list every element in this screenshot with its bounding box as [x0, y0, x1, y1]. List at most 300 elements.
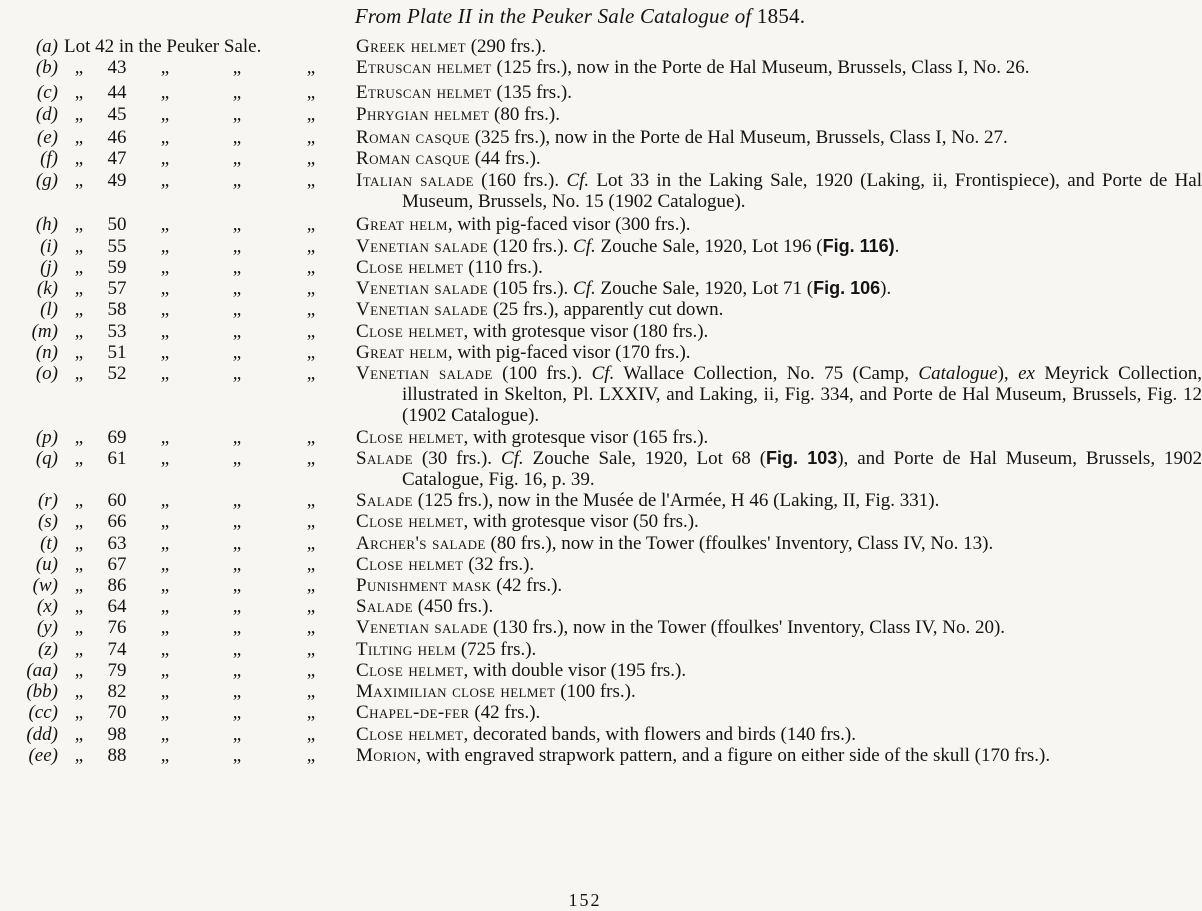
caption-year: 1854.	[756, 4, 806, 28]
entry-text: (42 frs.).	[491, 575, 563, 597]
entry-text: (80 frs.), now in the Tower (ffoulkes' Inventory, Class IV, No. 13).	[485, 532, 994, 554]
entry-letter: (bb)	[26, 681, 58, 703]
plate-caption	[0, 4, 1160, 29]
lot-number: 43	[107, 57, 127, 79]
entry-letter: (g)	[35, 170, 58, 192]
ditto-mark: „	[74, 278, 84, 300]
ditto-mark: „	[74, 638, 84, 660]
lot-number: 86	[107, 575, 127, 597]
helmet-name: Roman casque	[356, 126, 470, 148]
ditto-mark: „	[232, 596, 242, 618]
ditto-mark: „	[232, 681, 242, 703]
helmet-name: Great helm	[356, 341, 448, 363]
ditto-mark: „	[74, 126, 84, 148]
entry-letter: (u)	[35, 553, 58, 575]
ditto-mark: „	[160, 659, 170, 681]
entry-text: (160 frs.).	[473, 170, 567, 192]
ditto-mark: „	[306, 235, 316, 257]
lot-number: 45	[107, 103, 127, 125]
ditto-mark: „	[306, 148, 316, 170]
entry-text: (30 frs.).	[413, 447, 501, 469]
entry-text: .	[894, 235, 900, 257]
entry-description	[356, 681, 1202, 702]
ditto-mark: „	[232, 235, 242, 257]
entry-letter: (j)	[40, 257, 58, 279]
figure-reference: Fig. 116)	[822, 235, 895, 256]
entry-description	[356, 427, 1202, 448]
entry-row	[0, 511, 1181, 532]
ditto-mark: „	[306, 170, 316, 192]
entry-description	[356, 342, 1202, 363]
lot-number: 76	[107, 617, 127, 639]
ditto-mark: „	[160, 447, 170, 469]
ditto-mark: „	[160, 426, 170, 448]
ditto-mark: „	[160, 341, 170, 363]
ditto-mark: „	[232, 723, 242, 745]
entry-text: (25 frs.), apparently cut down.	[488, 299, 724, 321]
entry-description	[356, 533, 1202, 554]
entry-text: (290 frs.).	[465, 36, 547, 57]
entry-text: , with pig-faced visor (300 frs.).	[447, 213, 691, 235]
ditto-mark: „	[306, 426, 316, 448]
helmet-name: Punishment mask	[356, 575, 492, 597]
helmet-name: Close helmet	[356, 257, 464, 279]
helmet-name: Close helmet	[356, 426, 464, 448]
ditto-mark: „	[160, 278, 170, 300]
entry-letter: (x)	[36, 596, 58, 618]
entry-description	[356, 82, 1202, 103]
entry-row	[0, 596, 1181, 617]
lot-number: 88	[107, 744, 127, 766]
entry-letter: (s)	[37, 511, 58, 533]
helmet-name: Roman casque	[356, 148, 470, 170]
entry-text: , with grotesque visor (165 frs.).	[463, 426, 709, 448]
lot-number: 58	[107, 299, 127, 321]
ditto-mark: „	[160, 126, 170, 148]
entry-row	[0, 170, 1202, 213]
figure-reference: Fig. 106	[813, 278, 881, 299]
lot-number: 59	[107, 257, 127, 279]
ditto-mark: „	[74, 744, 84, 766]
entry-description	[356, 236, 1202, 257]
ditto-mark: „	[160, 532, 170, 554]
page-number: 152	[568, 890, 602, 910]
entry-description	[356, 639, 1202, 660]
entry-text: (100 frs.).	[492, 363, 592, 385]
entry-row	[0, 617, 1181, 638]
ditto-mark: „	[74, 553, 84, 575]
entry-description	[356, 57, 1202, 78]
entry-row	[0, 342, 1181, 363]
entry-letter: (dd)	[26, 723, 58, 745]
ditto-mark: „	[232, 744, 242, 766]
entry-text: , with engraved strapwork pattern, and a figure on either side of the skull (170 frs.).	[416, 744, 1051, 766]
entry-letter: (r)	[37, 490, 58, 512]
ditto-mark: „	[306, 82, 316, 104]
ditto-mark: „	[306, 447, 316, 469]
helmet-name: Venetian salade	[356, 363, 493, 385]
ditto-mark: „	[232, 363, 242, 385]
lot-number: 57	[107, 278, 127, 300]
helmet-name: Tilting helm	[356, 638, 457, 660]
figure-reference: Fig. 103	[766, 447, 838, 468]
ditto-mark: „	[160, 170, 170, 192]
entry-letter: (w)	[32, 575, 58, 597]
entry-row	[0, 257, 1181, 278]
entry-text: (130 frs.), now in the Tower (ffoulkes' Inventory, Class IV, No. 20).	[488, 617, 1006, 639]
entry-row	[0, 104, 1181, 125]
entry-text: (110 frs.).	[463, 257, 543, 279]
ditto-mark: „	[74, 235, 84, 257]
entry-description	[356, 702, 1202, 723]
ditto-mark: „	[232, 638, 242, 660]
entry-row	[0, 554, 1181, 575]
helmet-name: Greek helmet	[356, 36, 466, 57]
entry-row	[0, 681, 1181, 702]
helmet-name: Etruscan helmet	[356, 82, 492, 104]
helmet-name: Close helmet	[356, 553, 464, 575]
entry-row	[0, 363, 1202, 427]
ditto-mark: „	[306, 126, 316, 148]
ditto-mark: „	[74, 170, 84, 192]
entry-letter: (a)	[35, 36, 58, 57]
helmet-name: Venetian salade	[356, 617, 489, 639]
helmet-name: Close helmet	[356, 511, 464, 533]
entry-description	[356, 596, 1202, 617]
entry-letter: (p)	[35, 426, 58, 448]
entry-description	[356, 511, 1202, 532]
ditto-mark: „	[306, 341, 316, 363]
entry-row	[0, 57, 1181, 78]
entry-text: ).	[880, 278, 892, 300]
lot-number: 49	[107, 170, 127, 192]
helmet-name: Close helmet	[356, 320, 464, 342]
lot-number: 55	[107, 235, 127, 257]
lot-number: 53	[107, 320, 127, 342]
ditto-mark: „	[232, 148, 242, 170]
ditto-mark: „	[160, 744, 170, 766]
lot-number: 63	[107, 532, 127, 554]
helmet-name: Close helmet	[356, 659, 464, 681]
cf-abbrev: Cf.	[573, 235, 596, 257]
helmet-name: Venetian salade	[356, 235, 489, 257]
helmet-name: Close helmet	[356, 723, 464, 745]
ditto-mark: „	[160, 103, 170, 125]
ditto-mark: „	[232, 617, 242, 639]
entry-row	[0, 447, 1202, 491]
entry-text: (125 frs.), now in the Porte de Hal Museum, Brussels, Class I, No. 26.	[491, 57, 1030, 79]
ditto-mark: „	[232, 702, 242, 724]
ditto-mark: „	[160, 57, 170, 79]
helmet-name: Etruscan helmet	[356, 57, 492, 79]
ditto-mark: „	[74, 148, 84, 170]
entry-row	[0, 490, 1181, 511]
ditto-mark: „	[74, 57, 84, 79]
entry-description	[356, 214, 1202, 235]
entry-text: , with grotesque visor (180 frs.).	[463, 320, 709, 342]
ditto-mark: „	[74, 257, 84, 279]
ditto-mark: „	[232, 57, 242, 79]
entry-description	[356, 575, 1202, 596]
ditto-mark: „	[160, 257, 170, 279]
entry-row	[0, 148, 1181, 169]
entry-letter: (o)	[35, 363, 58, 385]
ditto-mark: „	[74, 702, 84, 724]
entry-row	[0, 533, 1181, 554]
entry-text: (125 frs.), now in the Musée de l'Armée, H 46 (Laking, II, Fig. 331).	[413, 490, 940, 512]
entry-row	[0, 299, 1181, 320]
ditto-mark: „	[306, 278, 316, 300]
ditto-mark: „	[232, 426, 242, 448]
ditto-mark: „	[74, 681, 84, 703]
entry-letter: (f)	[40, 148, 58, 170]
entry-description	[356, 321, 1202, 342]
ditto-mark: „	[232, 490, 242, 512]
entry-letter: (n)	[35, 341, 58, 363]
ditto-mark: „	[74, 617, 84, 639]
lot-number: 44	[107, 82, 127, 104]
ditto-mark: „	[232, 213, 242, 235]
ditto-mark: „	[74, 532, 84, 554]
ditto-mark: „	[160, 299, 170, 321]
entry-text: (100 frs.).	[555, 681, 636, 703]
ditto-mark: „	[160, 148, 170, 170]
ditto-mark: „	[306, 532, 316, 554]
ditto-mark: „	[160, 320, 170, 342]
entry-row	[0, 702, 1181, 723]
lot-number: 61	[107, 447, 127, 469]
entry-text: (44 frs.).	[469, 148, 541, 170]
ditto-mark: „	[74, 426, 84, 448]
entry-letter: (t)	[40, 532, 58, 554]
lot-number: 46	[107, 126, 127, 148]
entry-letter: (h)	[35, 213, 58, 235]
lot-number: 66	[107, 511, 127, 533]
entry-text: Zouche Sale, 1920, Lot 196 (	[595, 235, 823, 257]
ditto-mark: „	[160, 511, 170, 533]
helmet-name: Phrygian helmet	[356, 103, 490, 125]
entry-text: (32 frs.).	[463, 553, 535, 575]
helmet-name: Chapel-de-fer	[356, 702, 470, 724]
lot-number: 47	[107, 148, 127, 170]
ditto-mark: „	[160, 363, 170, 385]
entry-description	[356, 170, 1202, 212]
entry-description	[356, 127, 1202, 148]
lot-number: 82	[107, 681, 127, 703]
ditto-mark: „	[232, 257, 242, 279]
entry-text: Wallace Collection, No. 75 (Camp,	[614, 363, 919, 385]
lot-number: 70	[107, 702, 127, 724]
ditto-mark: „	[160, 596, 170, 618]
ditto-mark: „	[74, 213, 84, 235]
ditto-mark: „	[232, 553, 242, 575]
lot-reference: Lot 42 in the Peuker Sale.	[64, 36, 262, 57]
entry-row	[0, 639, 1181, 660]
entry-letter: (z)	[37, 638, 58, 660]
cf-abbrev: Cf.	[591, 363, 615, 385]
entry-description	[356, 448, 1202, 490]
caption-text: From Plate II in the Peuker Sale Catalogue of	[354, 4, 757, 28]
entry-text: (105 frs.).	[488, 278, 574, 300]
ditto-mark: „	[74, 596, 84, 618]
ditto-mark: „	[74, 299, 84, 321]
entry-description	[356, 36, 1202, 57]
ditto-mark: „	[232, 82, 242, 104]
italic-term: ex	[1018, 363, 1035, 385]
entry-row	[0, 427, 1181, 448]
entry-text: (450 frs.).	[413, 596, 494, 618]
helmet-name: Salade	[356, 447, 414, 469]
entry-text: Zouche Sale, 1920, Lot 71 (	[595, 278, 814, 300]
ditto-mark: „	[306, 490, 316, 512]
ditto-mark: „	[160, 681, 170, 703]
entry-text: , decorated bands, with flowers and birds (140 frs.).	[463, 723, 856, 745]
entry-text: ), and Porte de Hal Museum, Brussels, 1902 Catalogue, Fig. 16, p. 39.	[402, 447, 1202, 491]
entry-text: Lot 33 in the Laking Sale, 1920 (Laking, ii, Frontispiece), and Porte de Hal Museum, Brussels, No. 15 (1902 Catalogue).	[402, 170, 1202, 213]
ditto-mark: „	[160, 575, 170, 597]
ditto-mark: „	[306, 103, 316, 125]
ditto-mark: „	[306, 596, 316, 618]
entry-letter: (y)	[36, 617, 58, 639]
italic-title: Catalogue	[918, 363, 998, 385]
helmet-name: Salade	[356, 490, 414, 512]
ditto-mark: „	[74, 320, 84, 342]
entry-text: ),	[997, 363, 1019, 385]
ditto-mark: „	[74, 511, 84, 533]
ditto-mark: „	[306, 511, 316, 533]
ditto-mark: „	[232, 575, 242, 597]
entry-letter: (d)	[35, 103, 58, 125]
entry-row	[0, 214, 1181, 235]
ditto-mark: „	[160, 235, 170, 257]
ditto-mark: „	[232, 532, 242, 554]
entry-description	[356, 257, 1202, 278]
helmet-name: Archer's salade	[356, 532, 486, 554]
entry-description	[356, 617, 1202, 638]
ditto-mark: „	[306, 299, 316, 321]
ditto-mark: „	[306, 257, 316, 279]
entry-text: (42 frs.).	[469, 702, 541, 724]
entry-letter: (i)	[40, 235, 58, 257]
entry-text: , with pig-faced visor (170 frs.).	[447, 341, 691, 363]
ditto-mark: „	[306, 702, 316, 724]
helmet-name: Morion	[356, 744, 417, 766]
entry-description	[356, 660, 1202, 681]
ditto-mark: „	[74, 363, 84, 385]
entry-description	[356, 363, 1202, 427]
ditto-mark: „	[74, 723, 84, 745]
ditto-mark: „	[160, 702, 170, 724]
ditto-mark: „	[306, 320, 316, 342]
lot-number: 51	[107, 341, 127, 363]
entry-row	[0, 724, 1181, 745]
ditto-mark: „	[74, 659, 84, 681]
ditto-mark: „	[306, 553, 316, 575]
entry-row	[0, 236, 1181, 257]
lot-number: 50	[107, 213, 127, 235]
entry-text: Meyrick Collection, illustrated in Skelton, Pl. LXXIV, and Laking, ii, Fig. 334, and Porte de Hal Museum, Brussels, Fig. 12 (1902 Catalogue).	[402, 363, 1202, 427]
ditto-mark: „	[232, 341, 242, 363]
entry-letter: (q)	[35, 447, 58, 469]
ditto-mark: „	[160, 553, 170, 575]
entry-description	[356, 299, 1202, 320]
entry-row	[0, 36, 1181, 57]
ditto-mark: „	[74, 447, 84, 469]
entry-letter: (e)	[36, 126, 58, 148]
entry-row	[0, 660, 1181, 681]
ditto-mark: „	[160, 490, 170, 512]
ditto-mark: „	[306, 723, 316, 745]
ditto-mark: „	[232, 447, 242, 469]
ditto-mark: „	[74, 575, 84, 597]
helmet-name: Maximilian close helmet	[356, 681, 556, 703]
entry-letter: (aa)	[26, 659, 58, 681]
entry-description	[356, 724, 1202, 745]
ditto-mark: „	[306, 638, 316, 660]
ditto-mark: „	[306, 57, 316, 79]
ditto-mark: „	[306, 659, 316, 681]
helmet-name: Salade	[356, 596, 414, 618]
ditto-mark: „	[160, 617, 170, 639]
ditto-mark: „	[306, 575, 316, 597]
ditto-mark: „	[232, 320, 242, 342]
ditto-mark: „	[232, 103, 242, 125]
lot-number: 52	[107, 363, 127, 385]
entry-letter: (b)	[35, 57, 58, 79]
ditto-mark: „	[74, 103, 84, 125]
entry-text: , with grotesque visor (50 frs.).	[463, 511, 699, 533]
entry-row	[0, 82, 1181, 103]
entry-text: , with double visor (195 frs.).	[463, 659, 687, 681]
cf-abbrev: Cf.	[573, 278, 596, 300]
ditto-mark: „	[74, 490, 84, 512]
ditto-mark: „	[160, 723, 170, 745]
entry-description	[356, 148, 1202, 169]
ditto-mark: „	[306, 681, 316, 703]
ditto-mark: „	[232, 278, 242, 300]
entry-description	[356, 554, 1202, 575]
entry-letter: (ee)	[28, 744, 58, 766]
entry-letter: (c)	[36, 82, 58, 104]
helmet-name: Venetian salade	[356, 299, 489, 321]
helmet-name: Great helm	[356, 213, 448, 235]
entry-letter: (cc)	[28, 702, 58, 724]
entry-list	[0, 36, 1202, 766]
ditto-mark: „	[232, 170, 242, 192]
entry-row	[0, 278, 1181, 299]
ditto-mark: „	[232, 511, 242, 533]
entry-text: (325 frs.), now in the Porte de Hal Museum, Brussels, Class I, No. 27.	[469, 126, 1008, 148]
lot-number: 67	[107, 553, 127, 575]
entry-row	[0, 575, 1181, 596]
entry-description	[356, 745, 1202, 766]
ditto-mark: „	[160, 638, 170, 660]
entry-description	[356, 278, 1202, 299]
ditto-mark: „	[306, 213, 316, 235]
entry-row	[0, 127, 1181, 148]
ditto-mark: „	[160, 213, 170, 235]
lot-number: 74	[107, 638, 127, 660]
entry-row	[0, 321, 1181, 342]
entry-letter: (m)	[31, 320, 58, 342]
ditto-mark: „	[232, 659, 242, 681]
cf-abbrev: Cf.	[566, 170, 590, 192]
lot-number: 69	[107, 426, 127, 448]
entry-description	[356, 104, 1202, 125]
lot-number: 98	[107, 723, 127, 745]
entry-text: (135 frs.).	[491, 82, 572, 104]
ditto-mark: „	[306, 744, 316, 766]
